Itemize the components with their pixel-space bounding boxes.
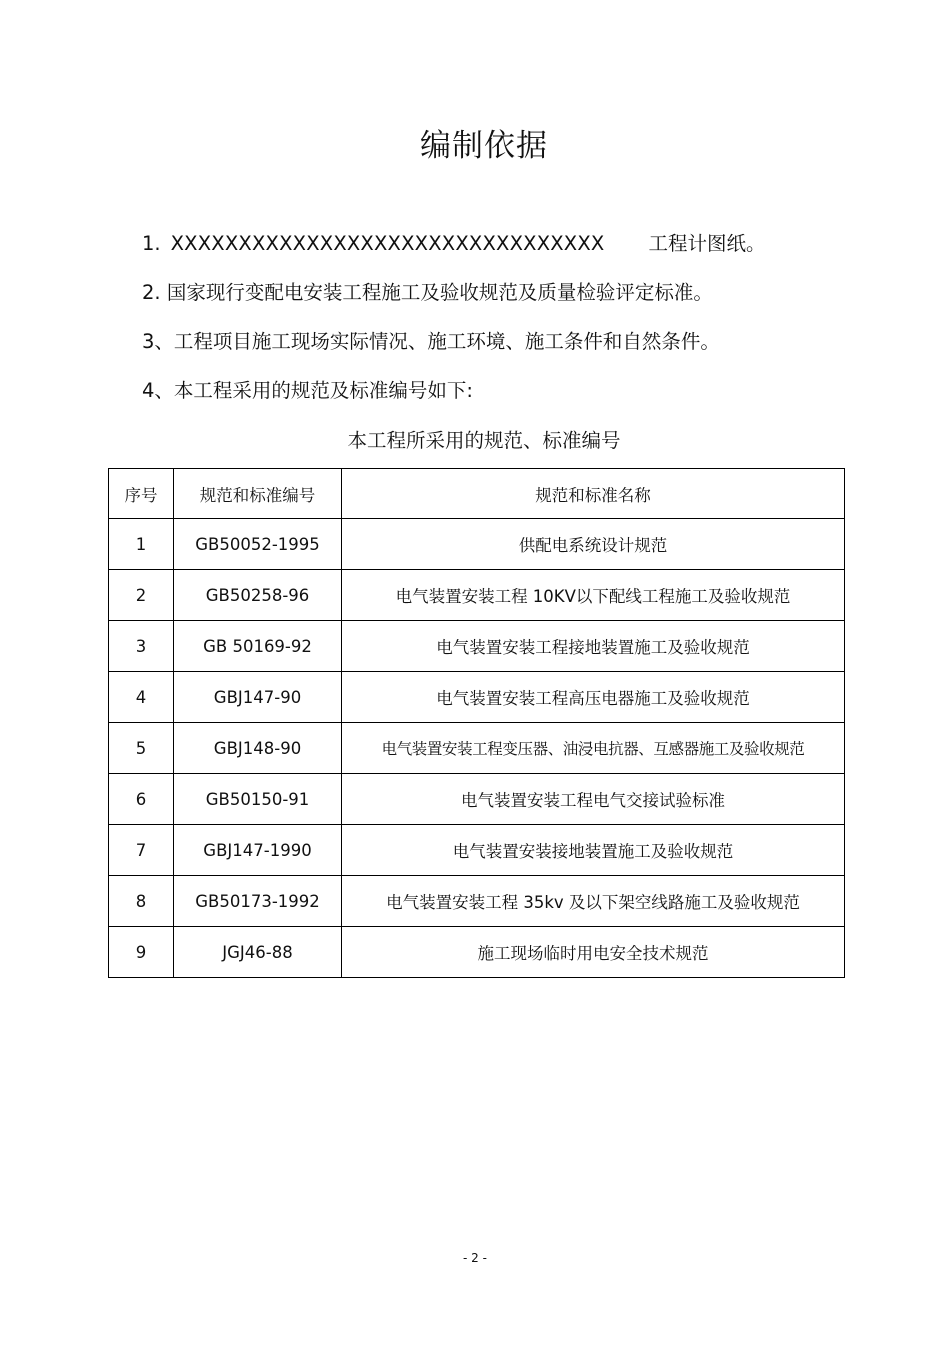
header-name: 规范和标准名称 [342, 469, 845, 519]
cell-serial: 3 [109, 621, 174, 672]
list-item [142, 324, 862, 373]
cell-code: GB50052-1995 [174, 519, 342, 570]
table-row [109, 825, 845, 876]
table-row [109, 927, 845, 978]
standards-table [108, 468, 845, 978]
list-item-text: 国家现行变配电安装工程施工及验收规范及质量检验评定标准。 [166, 281, 713, 304]
cell-name: 电气装置安装工程 10KV以下配线工程施工及验收规范 [342, 570, 845, 621]
table-header-row [109, 469, 845, 519]
list-item [142, 373, 862, 422]
cell-code: GB50258-96 [174, 570, 342, 621]
cell-name: 电气装置安装接地装置施工及验收规范 [342, 825, 845, 876]
list-item-number: 2. [142, 281, 161, 304]
header-code: 规范和标准编号 [174, 469, 342, 519]
page-number: - 2 - [463, 1251, 487, 1265]
cell-code: JGJ46-88 [174, 927, 342, 978]
list-item-number: 1. [142, 232, 161, 255]
list-item-tail: 工程计图纸。 [648, 232, 766, 255]
page-title: 编制依据 [420, 128, 548, 164]
table-row [109, 876, 845, 927]
cell-serial: 8 [109, 876, 174, 927]
cell-name: 供配电系统设计规范 [342, 519, 845, 570]
cell-code: GBJ148-90 [174, 723, 342, 774]
list-item-number: 4、 [142, 379, 174, 402]
cell-code: GB 50169-92 [174, 621, 342, 672]
header-serial: 序号 [109, 469, 174, 519]
list-item-text: XXXXXXXXXXXXXXXXXXXXXXXXXXXXXXXX [170, 232, 605, 255]
cell-code: GBJ147-90 [174, 672, 342, 723]
cell-serial: 7 [109, 825, 174, 876]
cell-serial: 5 [109, 723, 174, 774]
list-item-number: 3、 [142, 330, 174, 353]
cell-serial: 2 [109, 570, 174, 621]
table-caption: 本工程所采用的规范、标准编号 [347, 429, 621, 452]
cell-name: 电气装置安装工程变压器、油浸电抗器、互感器施工及验收规范 [342, 723, 845, 774]
cell-serial: 1 [109, 519, 174, 570]
cell-name: 电气装置安装工程接地装置施工及验收规范 [342, 621, 845, 672]
basis-list [142, 226, 862, 422]
table-row [109, 621, 845, 672]
table-row [109, 519, 845, 570]
cell-name: 电气装置安装工程电气交接试验标准 [342, 774, 845, 825]
cell-code: GB50173-1992 [174, 876, 342, 927]
list-item-text: 工程项目施工现场实际情况、施工环境、施工条件和自然条件。 [173, 330, 720, 353]
cell-name: 电气装置安装工程高压电器施工及验收规范 [342, 672, 845, 723]
cell-name: 电气装置安装工程 35kv 及以下架空线路施工及验收规范 [342, 876, 845, 927]
cell-code: GBJ147-1990 [174, 825, 342, 876]
cell-code: GB50150-91 [174, 774, 342, 825]
list-item [142, 226, 862, 275]
cell-serial: 9 [109, 927, 174, 978]
list-item [142, 275, 862, 324]
cell-serial: 6 [109, 774, 174, 825]
cell-name: 施工现场临时用电安全技术规范 [342, 927, 845, 978]
table-row [109, 723, 845, 774]
cell-serial: 4 [109, 672, 174, 723]
table-row [109, 672, 845, 723]
list-item-text: 本工程采用的规范及标准编号如下: [173, 379, 473, 402]
table-row [109, 774, 845, 825]
table-row [109, 570, 845, 621]
